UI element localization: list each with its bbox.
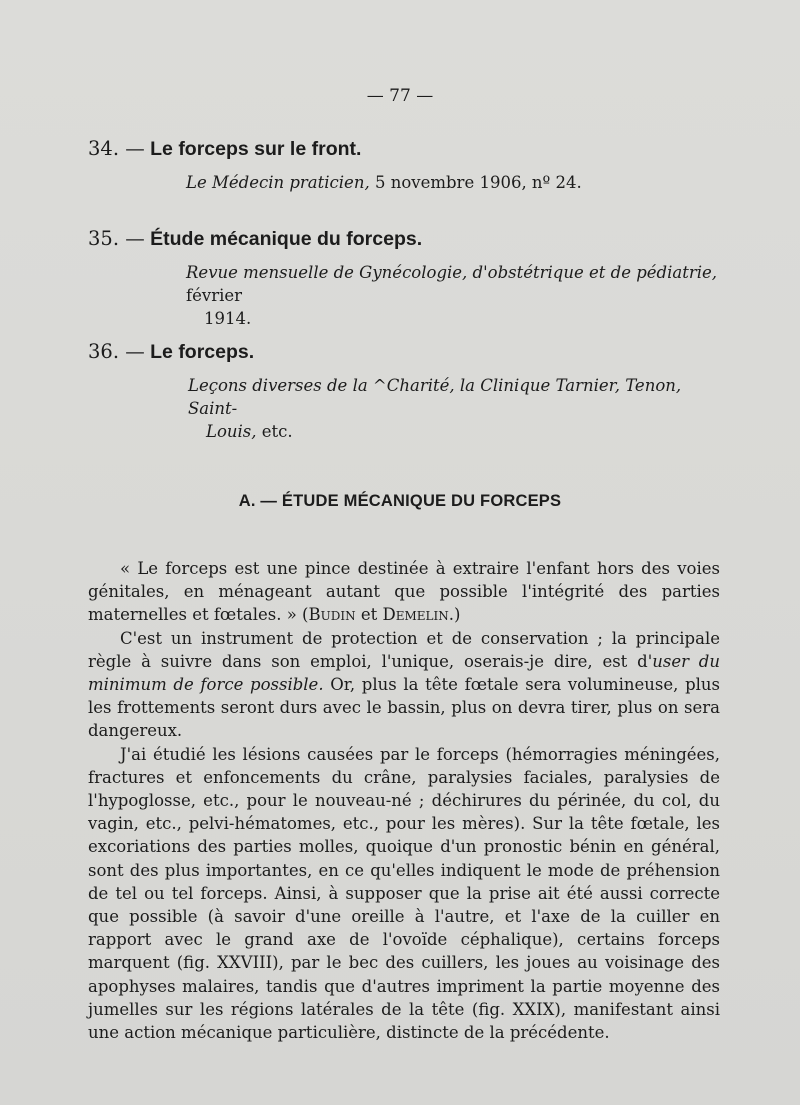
paragraph-instrument xyxy=(88,627,720,743)
entry-source xyxy=(188,374,718,443)
entry-heading xyxy=(88,227,718,251)
source-continuation: 1914. xyxy=(204,309,252,328)
page-number: — 77 — xyxy=(366,86,434,106)
author-name: Budin xyxy=(308,605,356,625)
source-continuation-italic: Louis, xyxy=(206,422,257,441)
source-continuation-rest: etc. xyxy=(261,422,293,441)
author-name: Demelin xyxy=(382,605,449,625)
quote-end: .) xyxy=(448,605,461,625)
entry-title: Étude mécanique du forceps. xyxy=(150,228,423,250)
section-title: A. — ÉTUDE MÉCANIQUE DU FORCEPS xyxy=(238,492,562,510)
entry-number: 35. — xyxy=(88,227,145,250)
bibliography-entry-36 xyxy=(88,340,718,443)
entry-number: 36. — xyxy=(88,340,145,363)
quote-text: « Le forceps est une pince destinée à extraire l'enfant hors des voies génitales, en ménageant autant que possible l'intégrité des parties maternelles et fœtales. » ( xyxy=(88,559,720,625)
source-continuation xyxy=(206,420,718,443)
paragraph-quote xyxy=(88,557,720,627)
bibliography-entry-34 xyxy=(88,137,718,194)
source-details: février xyxy=(186,286,243,305)
bibliography-entry-35 xyxy=(88,227,718,330)
entry-number: 34. — xyxy=(88,137,145,160)
source-details: 5 novembre 1906, nº 24. xyxy=(374,173,582,192)
conjunction: et xyxy=(355,605,383,625)
entry-heading xyxy=(88,137,718,161)
source-journal: Le Médecin praticien, xyxy=(186,173,370,192)
entry-heading xyxy=(88,340,718,364)
paragraph-text: C'est un instrument de protection et de conservation ; la principale règle à suivre dans son emploi, l'unique, oserais-je dire, est d' xyxy=(88,628,720,671)
entry-title: Le forceps sur le front. xyxy=(150,138,362,160)
source-journal: Revue mensuelle de Gynécologie, d'obstétrique et de pédiatrie, xyxy=(186,263,718,282)
paragraph-text: Or, plus la tête fœtale sera volumineuse, plus les frottements seront durs avec le bassin, plus on devra tirer, plus on sera dangereux. xyxy=(88,675,720,741)
source-journal: Leçons diverses de la ^Charité, la Clinique Tarnier, Tenon, Saint- xyxy=(188,376,682,418)
body-text xyxy=(88,557,720,1044)
paragraph-lesions: J'ai étudié les lésions causées par le forceps (hémorragies méningées, fractures et enfoncements du crâne, paralysies faciales, paralysies de l'hypoglosse, etc., pour le nouveau-né ; déchirures du périnée, du col, du vagin, etc., pelvi-hématomes, etc., pour les mères). Sur la tête fœtale, les excoriations des parties molles, quoique d'un pronostic bénin en général, sont des plus importantes, en ce qu'elles indiquent le mode de préhension de tel ou tel forceps. Ainsi, à supposer que la prise ait été aussi correcte que possible (à savoir d'une oreille à l'autre, et l'axe de la cuiller en rapport avec le grand axe de l'ovoïde céphalique), certains forceps marquent (fig. XXVIII), par le bec des cuillers, les joues au voisinage des apophyses malaires, tandis que d'autres impriment la partie moyenne des jumelles sur les régions latérales de la tête (fig. XXIX), manifestant ainsi une action mécanique particulière, distincte de la précédente. xyxy=(88,744,720,1043)
emphasis-text: user du minimum de force possible. xyxy=(88,651,720,695)
entry-source xyxy=(186,171,718,194)
entry-source xyxy=(186,261,718,330)
entry-title: Le forceps. xyxy=(150,341,255,363)
